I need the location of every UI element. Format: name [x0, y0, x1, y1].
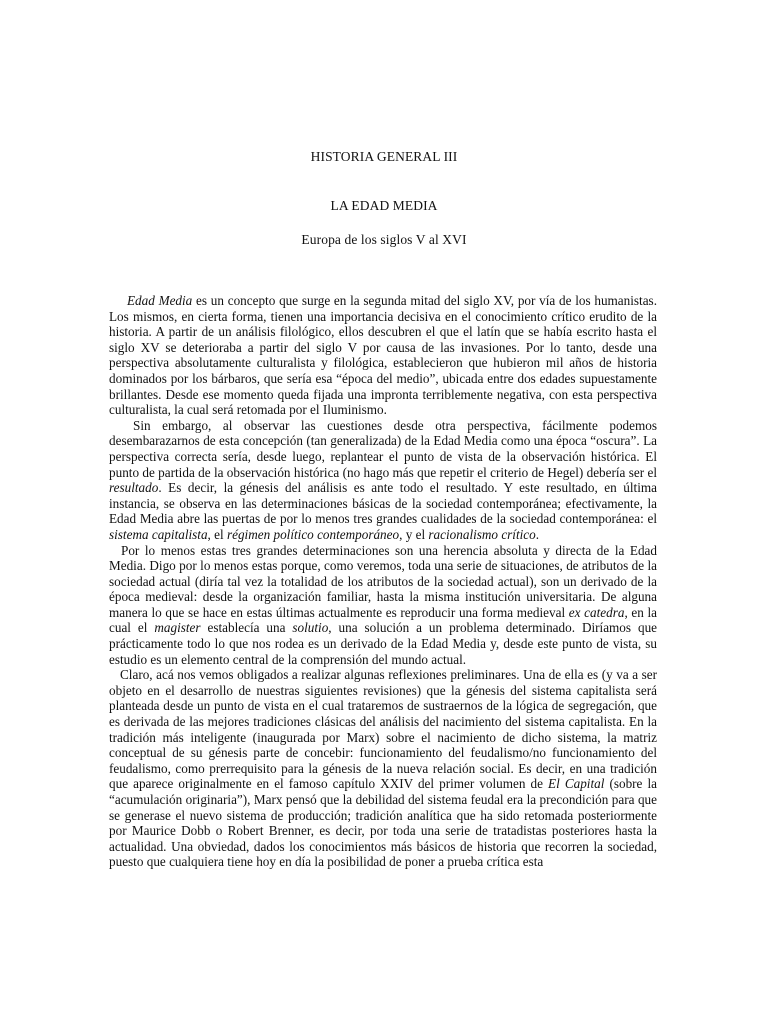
emphasis-text: magister	[154, 620, 201, 636]
paragraph-text: , una solución a un problema determinado. Diríamos que prácticamente todo lo que nos rodea es un derivado de la Edad Media y, desde este punto de vista, su estudio es un elemento central de la comprensión del mundo actual.	[109, 620, 658, 667]
paragraph-text: Claro, acá nos vemos obligados a realizar algunas reflexiones preliminares. Una de ella es (y va a ser objeto en el desarrollo de nuestras siguientes revisiones) que la génesis del sistema capitalista será planteada desde un punto de vista en el cual trataremos de sustraernos de la lógica de segregación, que es derivada de las mejores tradiciones clásicas del análisis del nacimiento del sistema capitalista. En la tradición más inteligente (inaugurada por Marx) sobre el nacimiento de dicho sistema, la matriz conceptual de su génesis parte de concebir: funcionamiento del feudalismo/no funcionamiento del feudalismo, como prerrequisito para la génesis de la nueva relación social. Es decir, en una tradición que aparece originalmente en el famoso capítulo XXIV del primer volumen de	[109, 667, 657, 792]
paragraph-text: establecía una	[200, 620, 293, 636]
emphasis-text: ex catedra	[568, 604, 625, 620]
emphasis-text: régimen político contemporáneo	[226, 526, 400, 542]
paragraph-4	[109, 667, 657, 870]
paragraph-2	[109, 418, 657, 543]
paragraph-text: es un concepto que surge en la segunda mitad del siglo XV, por vía de los humanistas. Los mismos, en cierta forma, tienen una importancia decisiva en el conocimiento crítico erudito de la historia. A partir de un análisis filológico, ellos descubren el que el latín que se había escrito hasta el siglo XV se deterioraba a partir del siglo V por causa de las invasiones. Por lo tanto, desde una perspectiva absolutamente culturalista y filológica, establecieron que hubieron mil años de historia dominados por los bárbaros, que sería esa “época del medio”, ubicada entre dos edades supuestamente brillantes. Desde ese momento queda fijada una impronta terriblemente negativa, con esta perspectiva culturalista, la cual será retomada por el Iluminismo.	[109, 293, 657, 418]
emphasis-text: solutio	[292, 620, 329, 636]
emphasis-text: Edad Media	[127, 293, 193, 308]
document-subtitle: Europa de los siglos V al XVI	[301, 232, 467, 247]
document-title: LA EDAD MEDIA	[330, 198, 438, 213]
paragraph-text: Por lo menos estas tres grandes determinaciones son una herencia absoluta y directa de la Edad Media. Digo por lo menos estas porque, como veremos, toda una serie de situaciones, de atributos de la sociedad actual (diría tal vez la totalidad de los atributos de la sociedad actual), son un derivado de la época medieval: desde la organización familiar, hasta la misma institución universitaria. De alguna manera lo que se hace en estas últimas actualmente es reproducir una forma medieval	[109, 542, 657, 620]
course-heading: HISTORIA GENERAL III	[310, 149, 458, 164]
paragraph-text: , en la cual el	[109, 604, 658, 636]
emphasis-text: El Capital	[548, 776, 605, 792]
paragraph-text: Sin embargo, al observar las cuestiones desde otra perspectiva, fácilmente podemos desembarazarnos de esta concepción (tan generalizada) de la Edad Media como una época “oscura”. La perspectiva correcta sería, desde luego, replantear el punto de vista de la observación histórica. El punto de partida de la observación histórica (no hago más que repetir el criterio de Hegel) debería ser el	[109, 417, 657, 480]
paragraph-text: , el	[207, 526, 227, 542]
emphasis-text: racionalismo crítico	[428, 526, 536, 542]
body-text	[109, 293, 657, 870]
paragraph-text: (sobre la “acumulación originaria”), Marx pensó que la debilidad del sistema feudal era la precondición para que se generase el nuevo sistema de producción; tradición analítica que ha sido retomada posteriormente por Maurice Dobb o Robert Brenner, es decir, por toda una serie de tratadistas posteriores hasta la actualidad. Una obviedad, dados los conocimientos más básicos de historia que recorren la sociedad, puesto que cualquiera tiene hoy en día la posibilidad de poner a prueba crítica esta	[109, 776, 657, 870]
emphasis-text: resultado	[109, 480, 159, 496]
paragraph-text: . Es decir, la génesis del análisis es ante todo el resultado. Y este resultado, en última instancia, se observa en las determinaciones básicas de la sociedad contemporánea; efectivamente, la Edad Media abre las puertas de por lo menos tres grandes cualidades de la sociedad contemporánea: el	[109, 480, 657, 527]
paragraph-1	[109, 293, 657, 418]
paragraph-3	[109, 543, 657, 668]
emphasis-text: sistema capitalista	[109, 526, 208, 542]
paragraph-text: , y el	[399, 526, 429, 542]
paragraph-text: .	[535, 526, 540, 542]
